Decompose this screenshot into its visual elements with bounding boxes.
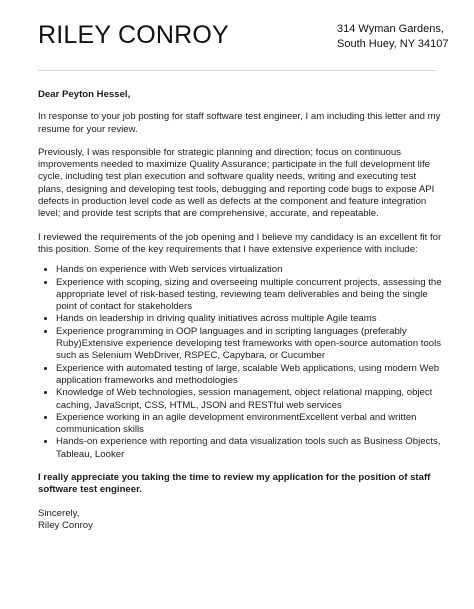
list-item: • Hands on experience with Web services virtualization (56, 264, 442, 276)
list-item: • Experience working in an agile development environmentExcellent verbal and written communication skills (56, 412, 442, 437)
header-divider (38, 70, 436, 71)
list-item: • Hands-on experience with reporting and data visualization tools such as Business Objects, Tableau, Looker (56, 436, 442, 461)
list-item: • Knowledge of Web technologies, session management, object relational mapping, object caching, JavaScript, CSS, HTML, JSON and RESTful web services (56, 387, 442, 412)
experience-paragraph: Previously, I was responsible for strategic planning and direction; focus on continuous improvements needed to maximize Quality Assurance; participate in the full development life cycle, including test plan execution and software quality needs, writing and executing test plans, designing and developing test tools, debugging and reporting code bugs to expose API defects in production level code as well as defects at the component and feature integration level; and provide test scripts that are comprehensive, accurate, and repeatable. (38, 146, 435, 220)
list-item: • Experience with scoping, sizing and overseeing multiple concurrent projects, assessing the appropriate level of risk-based testing, reviewing team deliverables and being the single point of contact for stakeholders (56, 277, 442, 314)
requirements-intro-paragraph: I reviewed the requirements of the job opening and I believe my candidacy is an excellent fit for this position. Some of the key requirements that I have extensive experience with include: (38, 231, 442, 255)
applicant-address (337, 22, 449, 52)
signoff: Sincerely, (38, 507, 80, 519)
list-item: • Experience programming in OOP languages and in scripting languages (preferably Ruby)Extensive experience developing test frameworks with open-source automation tools such as Selenium WebDriver, RSPEC, Capybara, or Cucumber (56, 326, 442, 363)
list-item: • Experience with automated testing of large, scalable Web applications, using modern Web application frameworks and methodologies (56, 363, 442, 388)
letter-body (38, 89, 442, 532)
intro-paragraph: In response to your job posting for staff software test engineer, I am including this letter and my resume for your review. (38, 111, 441, 135)
signature-name: Riley Conroy (38, 519, 93, 531)
address-line-2: South Huey, NY 34107 (337, 38, 449, 50)
applicant-name: RILEY CONROY (38, 21, 229, 49)
signoff-block (38, 508, 442, 533)
list-item: • Hands on leadership in driving quality initiatives across multiple Agile teams (56, 313, 442, 325)
closing-paragraph: I really appreciate you taking the time to review my application for the position of staff software test engineer. (38, 472, 431, 496)
salutation: Dear Peyton Hessel, (38, 89, 131, 100)
requirements-list (38, 264, 442, 461)
address-line-1: 314 Wyman Gardens, (337, 23, 444, 35)
